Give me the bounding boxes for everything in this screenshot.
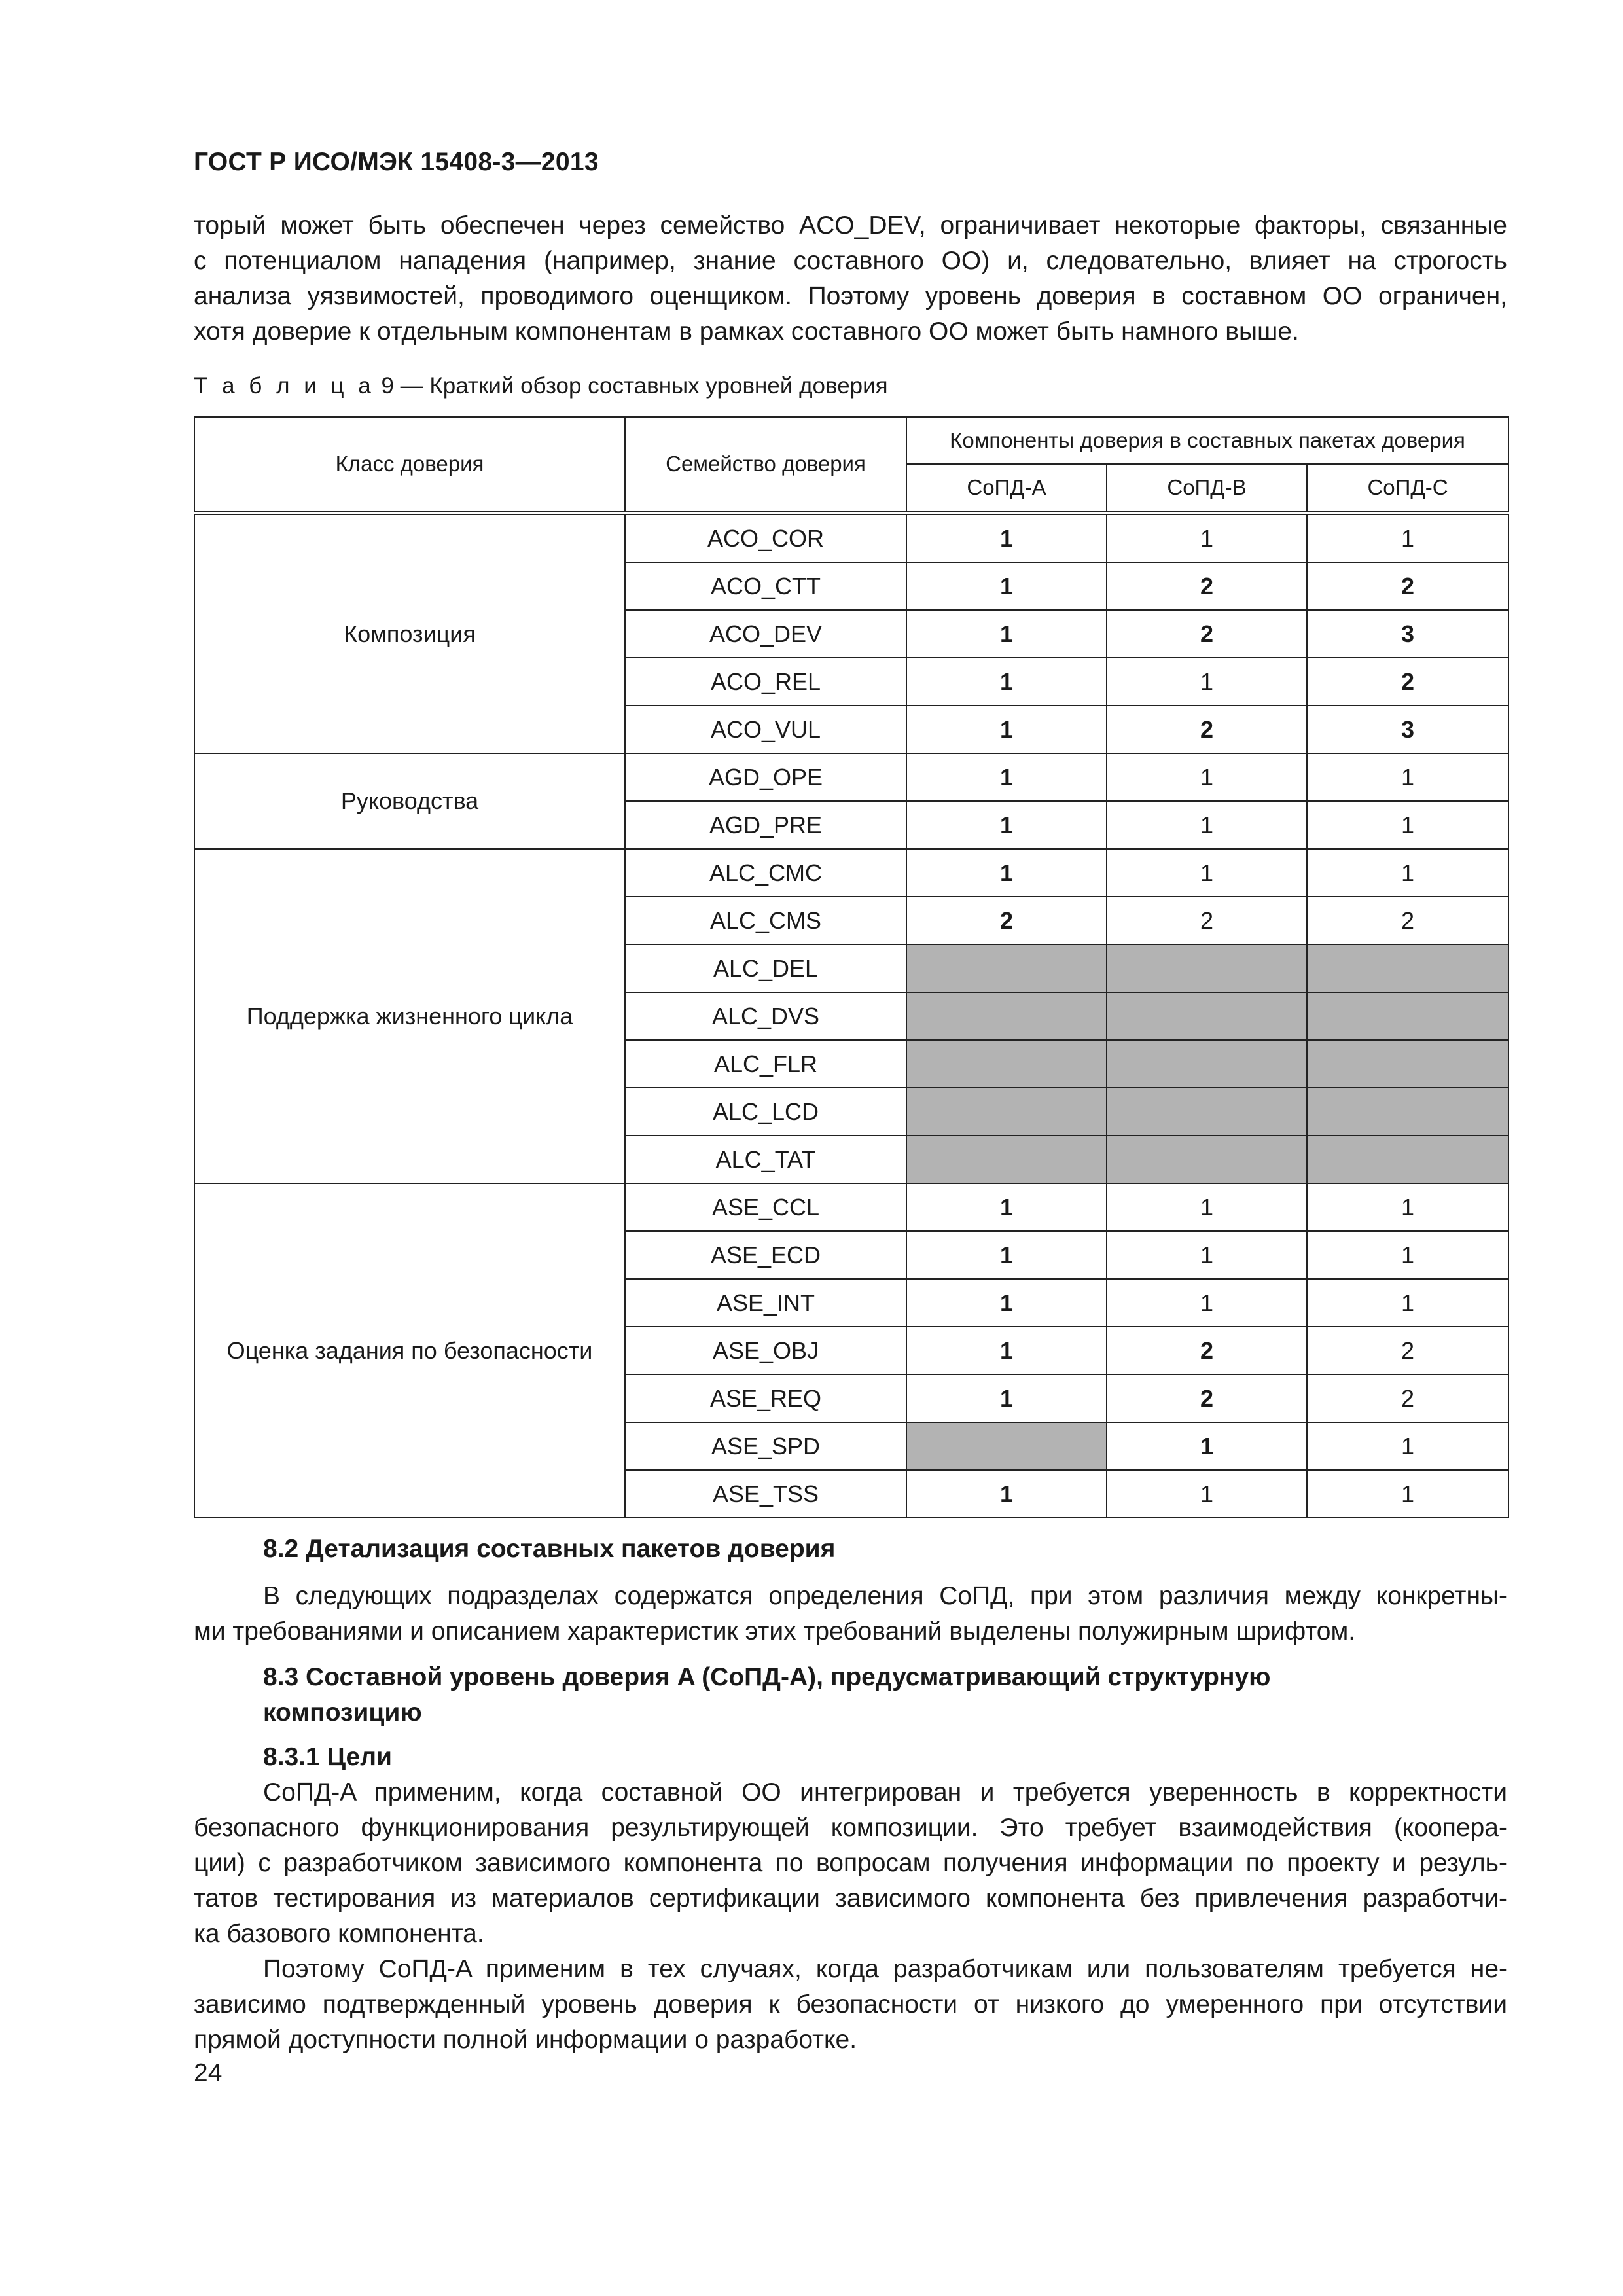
component-level-cell: 1 <box>906 706 1107 753</box>
component-level-cell: 1 <box>906 1231 1107 1279</box>
table-row <box>194 753 1508 801</box>
section-8-3-title-line: 8.3 Составной уровень доверия A (СоПД-A), предусматривающий структурную <box>263 1663 1271 1691</box>
component-level-cell: 1 <box>1307 801 1508 849</box>
paragraph-line: зависимо подтвержденный уровень доверия к безопасности от низкого до умеренного при отсутствии <box>194 1990 1507 2018</box>
assurance-class-cell: Руководства <box>194 753 625 849</box>
paragraph-line: безопасного функционирования результирующей композиции. Это требует взаимодействия (коопера- <box>194 1814 1507 1842</box>
intro-line: хотя доверие к отдельным компонентам в рамках составного ОО может быть намного выше. <box>194 317 1299 346</box>
section-8-3-1-paragraph-1 <box>194 1775 1507 1952</box>
assurance-family-cell: ACO_VUL <box>625 706 906 753</box>
not-applicable-cell <box>1307 992 1508 1040</box>
section-8-2-title: 8.2 Детализация составных пакетов доверия <box>263 1535 836 1563</box>
not-applicable-cell <box>1107 1136 1307 1183</box>
component-level-cell: 2 <box>1107 706 1307 753</box>
section-8-2-line: В следующих подразделах содержатся определения СоПД, при этом различия между конкретны- <box>263 1582 1507 1610</box>
component-level-cell: 1 <box>1107 513 1307 563</box>
component-level-cell: 1 <box>1107 1231 1307 1279</box>
assurance-family-cell: ASE_CCL <box>625 1183 906 1231</box>
not-applicable-cell <box>1107 944 1307 992</box>
col-header-components: Компоненты доверия в составных пакетах доверия <box>906 417 1508 464</box>
col-header-package: СоПД-C <box>1307 464 1508 513</box>
assurance-class-cell: Поддержка жизненного цикла <box>194 849 625 1183</box>
component-level-cell: 2 <box>1307 658 1508 706</box>
table-caption <box>194 373 888 399</box>
assurance-family-cell: ASE_ECD <box>625 1231 906 1279</box>
section-8-2-line: ми требованиями и описанием характеристик этих требований выделены полужирным шрифтом. <box>194 1617 1356 1645</box>
assurance-family-cell: AGD_OPE <box>625 753 906 801</box>
assurance-family-cell: ASE_OBJ <box>625 1327 906 1374</box>
table-row <box>194 513 1508 563</box>
not-applicable-cell <box>1307 1136 1508 1183</box>
col-header-family: Семейство доверия <box>625 417 906 513</box>
not-applicable-cell <box>1107 1088 1307 1136</box>
col-header-package: СоПД-B <box>1107 464 1307 513</box>
not-applicable-cell <box>906 944 1107 992</box>
component-level-cell: 2 <box>1307 1327 1508 1374</box>
component-level-cell: 2 <box>1107 1327 1307 1374</box>
assurance-family-cell: ALC_CMC <box>625 849 906 897</box>
assurance-family-cell: ALC_LCD <box>625 1088 906 1136</box>
paragraph-line: ции) с разработчиком зависимого компонента по вопросам получения информации по проекту и резуль- <box>194 1849 1507 1877</box>
component-level-cell: 1 <box>1107 1422 1307 1470</box>
component-level-cell: 1 <box>1307 1470 1508 1518</box>
table-caption-text: 9 — Краткий обзор составных уровней доверия <box>374 373 888 399</box>
component-level-cell: 1 <box>1307 1422 1508 1470</box>
assurance-family-cell: ALC_FLR <box>625 1040 906 1088</box>
not-applicable-cell <box>906 1136 1107 1183</box>
table-row <box>194 1183 1508 1231</box>
not-applicable-cell <box>906 1040 1107 1088</box>
component-level-cell: 1 <box>906 1374 1107 1422</box>
component-level-cell: 1 <box>906 1470 1107 1518</box>
not-applicable-cell <box>1307 1040 1508 1088</box>
not-applicable-cell <box>1307 944 1508 992</box>
assurance-family-cell: ALC_DVS <box>625 992 906 1040</box>
paragraph-line: Поэтому СоПД-A применим в тех случаях, когда разработчикам или пользователям требуется не- <box>263 1955 1507 1983</box>
paragraph-line: татов тестирования из материалов сертификации зависимого компонента без привлечения разработчи- <box>194 1884 1507 1912</box>
section-8-3-title <box>263 1660 1507 1731</box>
not-applicable-cell <box>1107 992 1307 1040</box>
component-level-cell: 1 <box>906 1327 1107 1374</box>
intro-paragraph <box>194 208 1507 350</box>
component-level-cell: 1 <box>906 610 1107 658</box>
page-number: 24 <box>194 2059 223 2087</box>
col-header-class: Класс доверия <box>194 417 625 513</box>
component-level-cell: 2 <box>1307 1374 1508 1422</box>
assurance-family-cell: ALC_DEL <box>625 944 906 992</box>
component-level-cell: 1 <box>1307 849 1508 897</box>
assurance-class-cell: Оценка задания по безопасности <box>194 1183 625 1518</box>
assurance-family-cell: ASE_REQ <box>625 1374 906 1422</box>
assurance-family-cell: AGD_PRE <box>625 801 906 849</box>
intro-line: с потенциалом нападения (например, знание составного ОО) и, следовательно, влияет на строгость <box>194 247 1507 275</box>
assurance-family-cell: ACO_CTT <box>625 562 906 610</box>
col-header-package: СоПД-A <box>906 464 1107 513</box>
assurance-class-cell: Композиция <box>194 513 625 754</box>
section-8-3-1-paragraph-2 <box>194 1952 1507 2058</box>
component-level-cell: 1 <box>906 801 1107 849</box>
assurance-family-cell: ACO_REL <box>625 658 906 706</box>
not-applicable-cell <box>906 992 1107 1040</box>
table-body <box>194 513 1508 1518</box>
document-header: ГОСТ Р ИСО/МЭК 15408-3—2013 <box>194 148 599 176</box>
assurance-family-cell: ALC_TAT <box>625 1136 906 1183</box>
component-level-cell: 1 <box>906 1279 1107 1327</box>
assurance-family-cell: ACO_COR <box>625 513 906 563</box>
component-level-cell: 1 <box>1307 753 1508 801</box>
component-level-cell: 1 <box>1107 801 1307 849</box>
intro-line: торый может быть обеспечен через семейство ACO_DEV, ограничивает некоторые факторы, связанные <box>194 211 1507 240</box>
component-level-cell: 1 <box>906 1183 1107 1231</box>
component-level-cell: 1 <box>906 849 1107 897</box>
table-row <box>194 849 1508 897</box>
assurance-family-cell: ACO_DEV <box>625 610 906 658</box>
component-level-cell: 1 <box>1107 849 1307 897</box>
component-level-cell: 3 <box>1307 706 1508 753</box>
component-level-cell: 1 <box>1307 1183 1508 1231</box>
component-level-cell: 1 <box>1107 1470 1307 1518</box>
paragraph-line: СоПД-A применим, когда составной ОО интегрирован и требуется уверенность в корректности <box>263 1778 1507 1806</box>
assurance-family-cell: ALC_CMS <box>625 897 906 944</box>
section-8-3-title-line: композицию <box>263 1698 422 1727</box>
component-level-cell: 2 <box>1307 897 1508 944</box>
component-level-cell: 1 <box>1307 1231 1508 1279</box>
component-level-cell: 1 <box>1107 753 1307 801</box>
not-applicable-cell <box>1307 1088 1508 1136</box>
component-level-cell: 1 <box>1307 513 1508 563</box>
section-8-2-paragraph <box>194 1579 1507 1649</box>
intro-line: анализа уязвимостей, проводимого оценщиком. Поэтому уровень доверия в составном ОО ограничен, <box>194 282 1507 310</box>
assurance-family-cell: ASE_INT <box>625 1279 906 1327</box>
paragraph-line: ка базового компонента. <box>194 1920 484 1948</box>
component-level-cell: 1 <box>1307 1279 1508 1327</box>
component-level-cell: 2 <box>1107 1374 1307 1422</box>
assurance-levels-table <box>194 416 1509 1518</box>
component-level-cell: 2 <box>1307 562 1508 610</box>
component-level-cell: 2 <box>1107 610 1307 658</box>
component-level-cell: 1 <box>906 513 1107 563</box>
assurance-family-cell: ASE_TSS <box>625 1470 906 1518</box>
component-level-cell: 1 <box>906 562 1107 610</box>
component-level-cell: 1 <box>1107 1183 1307 1231</box>
component-level-cell: 3 <box>1307 610 1508 658</box>
table-caption-label: Т а б л и ц а <box>194 373 375 399</box>
component-level-cell: 2 <box>1107 897 1307 944</box>
component-level-cell: 2 <box>906 897 1107 944</box>
not-applicable-cell <box>1107 1040 1307 1088</box>
not-applicable-cell <box>906 1088 1107 1136</box>
component-level-cell: 1 <box>1107 658 1307 706</box>
section-8-3-1-title: 8.3.1 Цели <box>263 1743 392 1771</box>
component-level-cell: 1 <box>906 658 1107 706</box>
assurance-family-cell: ASE_SPD <box>625 1422 906 1470</box>
component-level-cell: 1 <box>1107 1279 1307 1327</box>
paragraph-line: прямой доступности полной информации о разработке. <box>194 2026 857 2054</box>
component-level-cell: 1 <box>906 753 1107 801</box>
not-applicable-cell <box>906 1422 1107 1470</box>
component-level-cell: 2 <box>1107 562 1307 610</box>
